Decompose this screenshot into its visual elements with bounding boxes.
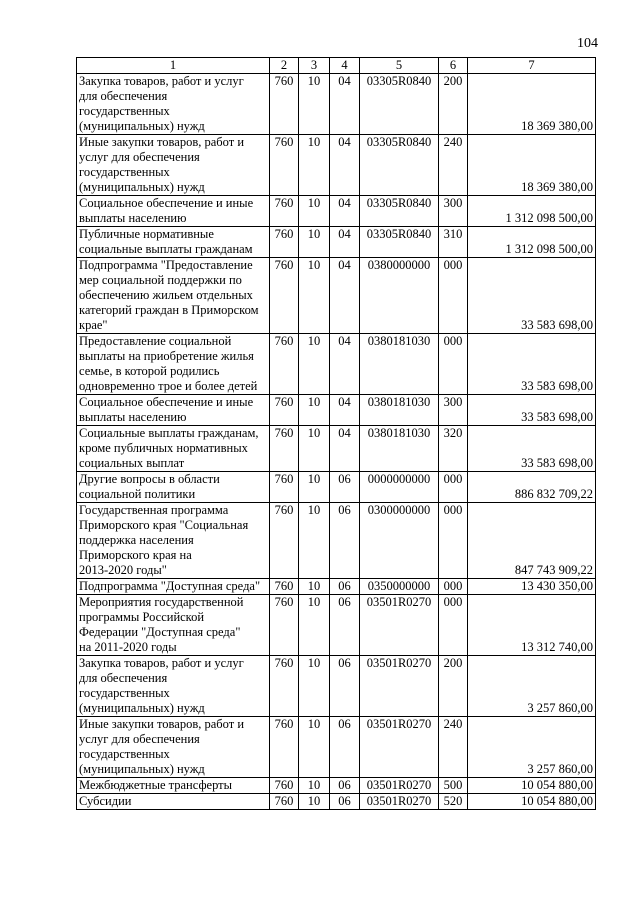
cell-subsection: 06	[330, 472, 360, 503]
cell-section: 10	[299, 334, 330, 395]
cell-expense-type: 200	[439, 74, 468, 135]
table-row	[77, 258, 596, 334]
cell-name	[77, 717, 270, 778]
name-line: для обеспечения	[79, 89, 168, 103]
cell-admin-code: 760	[270, 334, 299, 395]
cell-name	[77, 579, 270, 595]
cell-amount: 3 257 860,00	[468, 717, 596, 778]
name-line: на 2011-2020 годы	[79, 640, 177, 654]
cell-section: 10	[299, 794, 330, 810]
name-line: мер социальной поддержки по	[79, 273, 242, 287]
cell-amount: 13 430 350,00	[468, 579, 596, 595]
header-cell: 2	[270, 58, 299, 74]
cell-name	[77, 227, 270, 258]
cell-target-article: 03305R0840	[360, 227, 439, 258]
cell-section: 10	[299, 426, 330, 472]
cell-target-article: 0380181030	[360, 395, 439, 426]
cell-admin-code: 760	[270, 503, 299, 579]
header-cell: 6	[439, 58, 468, 74]
cell-subsection: 04	[330, 426, 360, 472]
cell-expense-type: 000	[439, 334, 468, 395]
table-row	[77, 579, 596, 595]
name-line: Закупка товаров, работ и услуг	[79, 656, 244, 670]
cell-amount: 3 257 860,00	[468, 656, 596, 717]
cell-target-article: 0380000000	[360, 258, 439, 334]
cell-admin-code: 760	[270, 579, 299, 595]
header-cell: 7	[468, 58, 596, 74]
cell-expense-type: 500	[439, 778, 468, 794]
name-line: социальных выплат	[79, 456, 185, 470]
name-line: 2013-2020 годы"	[79, 563, 167, 577]
cell-amount: 18 369 380,00	[468, 135, 596, 196]
cell-subsection: 04	[330, 258, 360, 334]
table-row	[77, 595, 596, 656]
name-line: Предоставление социальной	[79, 334, 232, 348]
cell-admin-code: 760	[270, 395, 299, 426]
name-line: (муниципальных) нужд	[79, 119, 205, 133]
cell-admin-code: 760	[270, 426, 299, 472]
header-cell: 4	[330, 58, 360, 74]
cell-admin-code: 760	[270, 472, 299, 503]
budget-table	[76, 57, 596, 810]
cell-expense-type: 240	[439, 135, 468, 196]
name-line: Закупка товаров, работ и услуг	[79, 74, 244, 88]
cell-subsection: 06	[330, 656, 360, 717]
cell-expense-type: 320	[439, 426, 468, 472]
table-row	[77, 717, 596, 778]
cell-target-article: 03501R0270	[360, 778, 439, 794]
cell-section: 10	[299, 74, 330, 135]
name-line: Социальное обеспечение и иные	[79, 196, 254, 210]
cell-target-article: 03501R0270	[360, 794, 439, 810]
name-line: Другие вопросы в области	[79, 472, 220, 486]
cell-section: 10	[299, 595, 330, 656]
name-line: (муниципальных) нужд	[79, 701, 205, 715]
cell-subsection: 04	[330, 135, 360, 196]
cell-amount: 10 054 880,00	[468, 778, 596, 794]
cell-target-article: 0350000000	[360, 579, 439, 595]
cell-name	[77, 395, 270, 426]
cell-target-article: 03501R0270	[360, 656, 439, 717]
cell-subsection: 04	[330, 227, 360, 258]
cell-subsection: 06	[330, 778, 360, 794]
name-line: Приморского края на	[79, 548, 192, 562]
name-line: Федерации "Доступная среда"	[79, 625, 241, 639]
cell-target-article: 03305R0840	[360, 196, 439, 227]
name-line: выплаты на приобретение жилья	[79, 349, 254, 363]
cell-amount: 10 054 880,00	[468, 794, 596, 810]
name-line: Мероприятия государственной	[79, 595, 244, 609]
cell-subsection: 04	[330, 395, 360, 426]
cell-amount: 18 369 380,00	[468, 74, 596, 135]
table-row	[77, 196, 596, 227]
table-row	[77, 334, 596, 395]
name-line: кроме публичных нормативных	[79, 441, 248, 455]
name-line: для обеспечения	[79, 671, 168, 685]
cell-admin-code: 760	[270, 74, 299, 135]
cell-target-article: 03501R0270	[360, 595, 439, 656]
cell-subsection: 06	[330, 579, 360, 595]
header-cell: 1	[77, 58, 270, 74]
name-line: социальной политики	[79, 487, 196, 501]
name-line: государственных	[79, 165, 170, 179]
table-row	[77, 74, 596, 135]
cell-admin-code: 760	[270, 227, 299, 258]
name-line: Подпрограмма "Доступная среда"	[79, 579, 261, 593]
cell-name	[77, 503, 270, 579]
cell-expense-type: 000	[439, 595, 468, 656]
cell-expense-type: 520	[439, 794, 468, 810]
name-line: социальные выплаты гражданам	[79, 242, 253, 256]
name-line: поддержка населения	[79, 533, 194, 547]
cell-amount: 13 312 740,00	[468, 595, 596, 656]
cell-expense-type: 000	[439, 579, 468, 595]
cell-expense-type: 200	[439, 656, 468, 717]
name-line: семье, в которой родились	[79, 364, 220, 378]
cell-name	[77, 334, 270, 395]
cell-admin-code: 760	[270, 258, 299, 334]
cell-expense-type: 000	[439, 258, 468, 334]
cell-subsection: 06	[330, 595, 360, 656]
cell-section: 10	[299, 503, 330, 579]
cell-subsection: 06	[330, 503, 360, 579]
cell-amount: 33 583 698,00	[468, 334, 596, 395]
cell-target-article: 0000000000	[360, 472, 439, 503]
cell-target-article: 03501R0270	[360, 717, 439, 778]
name-line: Социальное обеспечение и иные	[79, 395, 254, 409]
cell-section: 10	[299, 778, 330, 794]
name-line: выплаты населению	[79, 211, 187, 225]
table-row	[77, 656, 596, 717]
table-row	[77, 778, 596, 794]
cell-admin-code: 760	[270, 794, 299, 810]
table-row	[77, 794, 596, 810]
cell-amount: 33 583 698,00	[468, 258, 596, 334]
cell-subsection: 04	[330, 74, 360, 135]
name-line: услуг для обеспечения	[79, 150, 200, 164]
cell-amount: 886 832 709,22	[468, 472, 596, 503]
cell-section: 10	[299, 135, 330, 196]
name-line: услуг для обеспечения	[79, 732, 200, 746]
name-line: обеспечению жильем отдельных	[79, 288, 253, 302]
cell-section: 10	[299, 395, 330, 426]
name-line: государственных	[79, 747, 170, 761]
cell-amount: 847 743 909,22	[468, 503, 596, 579]
cell-admin-code: 760	[270, 717, 299, 778]
name-line: программы Российской	[79, 610, 205, 624]
cell-admin-code: 760	[270, 196, 299, 227]
cell-name	[77, 656, 270, 717]
page-number: 104	[577, 36, 598, 51]
cell-name	[77, 794, 270, 810]
cell-section: 10	[299, 579, 330, 595]
cell-subsection: 04	[330, 334, 360, 395]
header-cell: 5	[360, 58, 439, 74]
cell-amount: 1 312 098 500,00	[468, 196, 596, 227]
cell-admin-code: 760	[270, 595, 299, 656]
cell-admin-code: 760	[270, 656, 299, 717]
table-row	[77, 135, 596, 196]
cell-name	[77, 258, 270, 334]
cell-admin-code: 760	[270, 135, 299, 196]
cell-expense-type: 000	[439, 472, 468, 503]
cell-name	[77, 426, 270, 472]
cell-expense-type: 310	[439, 227, 468, 258]
cell-section: 10	[299, 227, 330, 258]
name-line: Государственная программа	[79, 503, 229, 517]
cell-name	[77, 74, 270, 135]
name-line: государственных	[79, 104, 170, 118]
table-row	[77, 227, 596, 258]
name-line: Социальные выплаты гражданам,	[79, 426, 259, 440]
name-line: Подпрограмма "Предоставление	[79, 258, 253, 272]
cell-name	[77, 135, 270, 196]
name-line: Субсидии	[79, 794, 132, 808]
cell-section: 10	[299, 258, 330, 334]
cell-section: 10	[299, 656, 330, 717]
name-line: государственных	[79, 686, 170, 700]
name-line: Публичные нормативные	[79, 227, 214, 241]
cell-expense-type: 000	[439, 503, 468, 579]
table-row	[77, 503, 596, 579]
header-cell: 3	[299, 58, 330, 74]
name-line: крае"	[79, 318, 108, 332]
name-line: (муниципальных) нужд	[79, 180, 205, 194]
cell-name	[77, 196, 270, 227]
name-line: Приморского края "Социальная	[79, 518, 249, 532]
cell-subsection: 06	[330, 717, 360, 778]
table-row	[77, 395, 596, 426]
name-line: выплаты населению	[79, 410, 187, 424]
cell-admin-code: 760	[270, 778, 299, 794]
table-body	[77, 58, 596, 810]
cell-subsection: 04	[330, 196, 360, 227]
cell-section: 10	[299, 717, 330, 778]
cell-name	[77, 472, 270, 503]
cell-section: 10	[299, 196, 330, 227]
cell-subsection: 06	[330, 794, 360, 810]
cell-expense-type: 240	[439, 717, 468, 778]
name-line: категорий граждан в Приморском	[79, 303, 259, 317]
name-line: Иные закупки товаров, работ и	[79, 717, 245, 731]
cell-target-article: 0380181030	[360, 334, 439, 395]
cell-target-article: 0300000000	[360, 503, 439, 579]
cell-target-article: 03305R0840	[360, 74, 439, 135]
cell-target-article: 0380181030	[360, 426, 439, 472]
cell-amount: 33 583 698,00	[468, 395, 596, 426]
cell-name	[77, 595, 270, 656]
cell-expense-type: 300	[439, 196, 468, 227]
table-row	[77, 472, 596, 503]
cell-amount: 1 312 098 500,00	[468, 227, 596, 258]
name-line: одновременно трое и более детей	[79, 379, 258, 393]
name-line: Межбюджетные трансферты	[79, 778, 233, 792]
cell-target-article: 03305R0840	[360, 135, 439, 196]
cell-expense-type: 300	[439, 395, 468, 426]
table-header-row	[77, 58, 596, 74]
name-line: (муниципальных) нужд	[79, 762, 205, 776]
cell-name	[77, 778, 270, 794]
name-line: Иные закупки товаров, работ и	[79, 135, 245, 149]
cell-amount: 33 583 698,00	[468, 426, 596, 472]
table-row	[77, 426, 596, 472]
cell-section: 10	[299, 472, 330, 503]
